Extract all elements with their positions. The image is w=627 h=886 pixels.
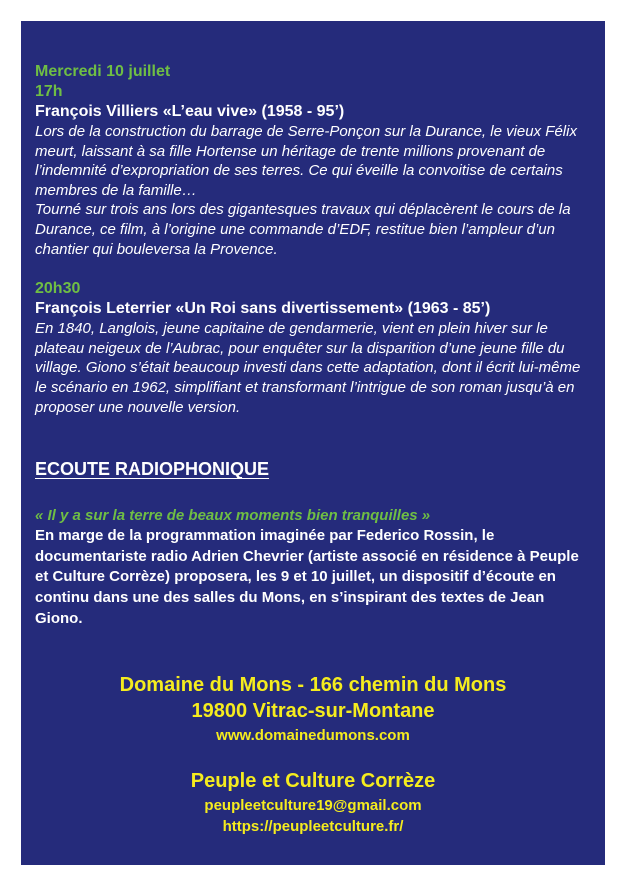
organizer-website-link[interactable]: https://peupleetculture.fr/ [222, 818, 404, 836]
contact-block [35, 673, 591, 837]
film-description: Lors de la construction du barrage de Serre-Ponçon sur la Durance, le vieux Félix meurt, laissant à sa fille Hortense un héritage de trente millions provenant de l’indemnité d’expropriation de ses terres. Ce qui éveille la convoitise de certains membres de la famille… [35, 123, 577, 199]
radio-quote: « Il y a sur la terre de beaux moments bien tranquilles » [35, 507, 431, 525]
organizer-email-link[interactable]: peupleetculture19@gmail.com [204, 797, 422, 815]
organizer-name: Peuple et Culture Corrèze [190, 770, 436, 793]
radio-section-heading: ECOUTE RADIOPHONIQUE [35, 459, 270, 480]
film-title: François Villiers «L’eau vive» (1958 - 95’) [35, 103, 345, 120]
film-description-continued: Tourné sur trois ans lors des gigantesques travaux qui déplacèrent le cours de la Durance, ce film, à l’origine une commande d’EDF, restitue bien l’ampleur d’un chantier qui bouleversa la Provence. [35, 201, 571, 258]
program-panel [21, 21, 605, 865]
venue-address: Domaine du Mons - 166 chemin du Mons [119, 674, 507, 697]
spacer [35, 259, 591, 279]
spacer [35, 746, 591, 768]
film-description: En 1840, Langlois, jeune capitaine de gendarmerie, vient en plein hiver sur le plateau neigeux de l’Aubrac, pour enquêter sur la disparition d’une jeune fille du village. Giono s’était beaucoup investi dans cette adaptation, dont il écrit lui-même le scénario en 1962, simplifiant et transformant l’intrigue de son roman jusqu’à en proposer une nouvelle version. [35, 320, 581, 416]
venue-website-link[interactable]: www.domainedumons.com [216, 727, 410, 745]
venue-city: 19800 Vitrac-sur-Montane [191, 700, 435, 723]
film-title: François Leterrier «Un Roi sans divertissement» (1963 - 85’) [35, 300, 491, 318]
screening-time: 17h [35, 83, 63, 100]
screening-time: 20h30 [35, 280, 81, 298]
screening-date: Mercredi 10 juillet [35, 63, 171, 80]
radio-description: En marge de la programmation imaginée par Federico Rossin, le documentariste radio Adrien Chevrier (artiste associé en résidence à Peuple et Culture Corrèze) proposera, les 9 et 10 juillet, un dispositif d’écoute en continu dans une des salles du Mons, en s’inspirant des textes de Jean Giono. [35, 527, 579, 627]
